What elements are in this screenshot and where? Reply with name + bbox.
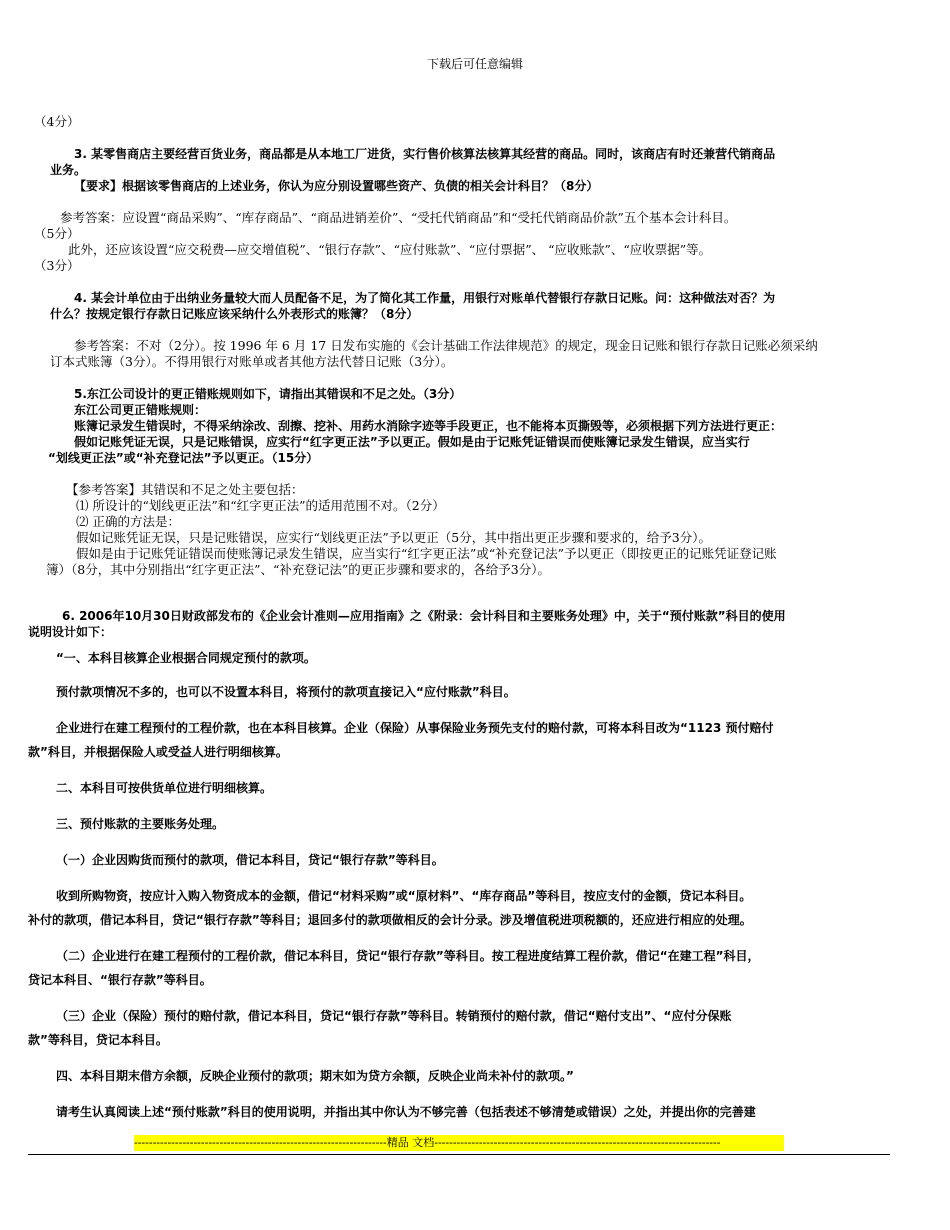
text-line: 【参考答案】其错误和不足之处主要包括： <box>66 482 304 497</box>
text-line: 请考生认真阅读上述“预付账款”科目的使用说明，并指出其中你认为不够完善（包括表述不够清楚或错误）之处，并提出你的完善建 <box>56 1105 756 1119</box>
text-line: 参考答案：应设置“商品采购”、“库存商品”、“商品进销差价”、“受托代销商品”和“受托代销商品价款”五个基本会计科目。 <box>60 210 737 225</box>
text-line: 四、本科目期末借方余额，反映企业预付的款项；期末如为贷方余额，反映企业尚未补付的款项。” <box>56 1069 574 1083</box>
footer-divider <box>28 1154 890 1155</box>
text-line: 说明设计如下： <box>28 625 113 639</box>
text-line: ⑵ 正确的方法是： <box>76 514 180 529</box>
text-line: 假如是由于记账凭证错误而使账簿记录发生错误，应当实行“红字更正法”或“补充登记法”予以更正（即按更正的记账凭证登记账 <box>76 546 777 561</box>
text-line: 什么？按规定银行存款日记账应该采纳什么外表形式的账簿？（8分） <box>50 307 419 321</box>
text-line: 3. 某零售商店主要经营百货业务，商品都是从本地工厂进货，实行售价核算法核算其经营的商品。同时，该商店有时还兼营代销商品 <box>74 147 776 161</box>
text-line: “一、本科目核算企业根据合同规定预付的款项。 <box>56 651 316 665</box>
text-line: （3分） <box>34 258 80 273</box>
text-line: 贷记本科目、“银行存款”等科目。 <box>28 973 212 987</box>
text-line: 参考答案：不对（2分）。按 1996 年 6 月 17 日发布实施的《会计基础工作法律规范》的规定，现金日记账和银行存款日记账必须采纳 <box>74 338 818 353</box>
text-line: （二）企业进行在建工程预付的工程价款，借记本科目，贷记“银行存款”等科目。按工程进度结算工程价款，借记“在建工程”科目， <box>56 949 760 963</box>
text-line: （一）企业因购货而预付的款项，借记本科目，贷记“银行存款”等科目。 <box>56 853 444 867</box>
text-line: 业务。 <box>50 163 87 177</box>
text-line: （三）企业（保险）预付的赔付款，借记本科目，贷记“银行存款”等科目。转销预付的赔付款，借记“赔付支出”、“应付分保账 <box>56 1009 732 1023</box>
text-line: “划线更正法”或“补充登记法”予以更正。（15分） <box>48 451 319 465</box>
text-line: 簿）（8分，其中分别指出“红字更正法”、“补充登记法”的更正步骤和要求的，各给予3分）。 <box>46 562 550 577</box>
text-line: 假如记账凭证无误，只是记账错误，应实行“划线更正法”予以更正（5分，其中指出更正步骤和要求的，给予3分）。 <box>76 530 711 545</box>
text-line: 款”科目，并根据保险人或受益人进行明细核算。 <box>28 745 288 759</box>
text-line: 5.东江公司设计的更正错账规则如下，请指出其错误和不足之处。（3分） <box>74 387 462 401</box>
text-line: 款”等科目，贷记本科目。 <box>28 1033 168 1047</box>
page-header: 下载后可任意编辑 <box>426 57 523 71</box>
text-line: 【要求】根据该零售商店的上述业务，你认为应分别设置哪些资产、负债的相关会计科目？（8分） <box>74 179 599 193</box>
text-line: 订本式账簿（3分）。不得用银行对账单或者其他方法代替日记账（3分）。 <box>50 354 454 369</box>
text-line: 三、预付账款的主要账务处理。 <box>56 817 225 831</box>
text-line: 二、本科目可按供货单位进行明细核算。 <box>56 781 273 795</box>
text-line: 预付款项情况不多的，也可以不设置本科目，将预付的款项直接记入“应付账款”科目。 <box>56 685 516 699</box>
text-line: 6. 2006年10月30日财政部发布的《企业会计准则—应用指南》之《附录：会计科目和主要账务处理》中，关于“预付账款”科目的使用 <box>62 609 786 623</box>
text-line: 补付的款项，借记本科目，贷记“银行存款”等科目；退回多付的款项做相反的会计分录。涉及增值税进项税额的，还应进行相应的处理。 <box>28 913 752 927</box>
text-line: （5分） <box>34 226 80 241</box>
text-line: 企业进行在建工程预付的工程价款，也在本科目核算。企业（保险）从事保险业务预先支付的赔付款，可将本科目改为“1123 预付赔付 <box>56 721 774 735</box>
text-line: 假如记账凭证无误，只是记账错误，应实行“红字更正法”予以更正。假如是由于记账凭证错误而使账簿记录发生错误，应当实行 <box>74 435 750 449</box>
text-line: （4分） <box>34 114 80 129</box>
text-line: 收到所购物资，按应计入购入物资成本的金额，借记“材料采购”或“原材料”、“库存商品”等科目，按应支付的金额，贷记本科目。 <box>56 889 752 903</box>
text-line: 东江公司更正错账规则： <box>74 403 207 417</box>
footer-banner: --------------------------------------------------------------------精品 文档----------------------------------------------------------------------------- <box>134 1135 784 1151</box>
text-line: 账簿记录发生错误时，不得采纳涂改、刮擦、挖补、用药水消除字迹等手段更正，也不能将本页撕毁等，必须根据下列方法进行更正： <box>74 419 783 433</box>
text-line: ⑴ 所设计的“划线更正法”和“红字更正法”的适用范围不对。（2分） <box>76 498 445 513</box>
text-line: 4. 某会计单位由于出纳业务量较大而人员配备不足，为了简化其工作量，用银行对账单代替银行存款日记账。问：这种做法对否？为 <box>74 291 776 305</box>
text-line: 此外，还应该设置“应交税费—应交增值税”、“银行存款”、“应付账款”、“应付票据”、 “应收账款”、“应收票据”等。 <box>68 242 712 257</box>
